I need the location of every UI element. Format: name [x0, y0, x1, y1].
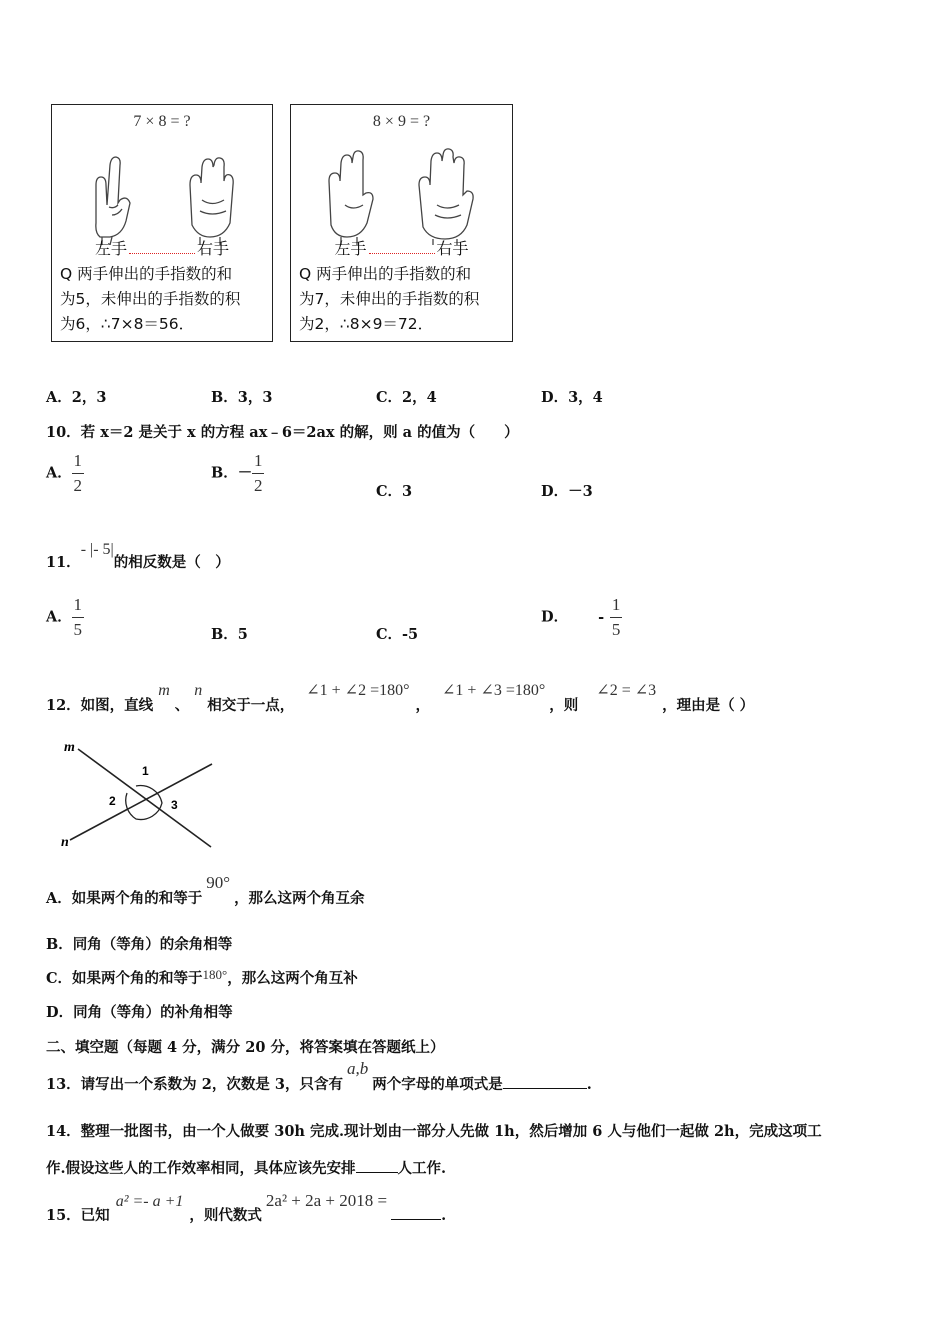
option-label: D．	[541, 608, 569, 626]
separator: ，	[415, 697, 431, 714]
stem-text: 相交于一点，	[207, 697, 295, 714]
answer-blank[interactable]	[503, 1088, 587, 1089]
q11-option-a[interactable]	[46, 596, 84, 639]
q10-option-c[interactable]: C．3	[376, 483, 413, 500]
equation: 7 × 8 = ?	[133, 113, 191, 130]
denominator: 5	[73, 620, 83, 639]
line-n	[70, 764, 212, 840]
option-label: B．	[211, 464, 238, 482]
q9-option-c[interactable]: C．2，4	[376, 389, 437, 406]
answer-blank[interactable]	[356, 1172, 398, 1173]
stem-text: 人工作.	[397, 1160, 447, 1177]
finger-box-right	[290, 104, 513, 342]
desc-line: Q 两手伸出的手指数的和	[60, 265, 233, 283]
equation-1: ∠1 + ∠2 =180°	[306, 682, 410, 699]
fraction-bar	[72, 617, 84, 618]
period: .	[586, 1076, 592, 1093]
fraction-bar	[610, 617, 622, 618]
wavy-underline	[369, 245, 435, 254]
question-number: 11．	[46, 554, 81, 571]
option-text: A．如果两个角的和等于	[46, 890, 203, 907]
abs-expression: - |- 5|	[80, 541, 114, 558]
q10-option-a[interactable]	[46, 452, 84, 495]
option-label: A．	[46, 464, 72, 482]
stem-text: ，则代数式	[189, 1207, 262, 1224]
angle-value: 180°	[202, 967, 228, 982]
fraction	[72, 452, 84, 495]
equation-2: ∠1 + ∠3 =180°	[442, 682, 546, 699]
desc-line: 为7，未伸出的手指数的积	[299, 290, 480, 308]
q12-option-b[interactable]: B．同角（等角）的余角相等	[46, 936, 233, 953]
stem-text: ，则	[549, 697, 579, 714]
q9-option-d[interactable]: D．3，4	[541, 389, 603, 406]
variables: a,b	[346, 1059, 369, 1078]
right-hand-label: 右手	[436, 239, 469, 258]
denominator: 5	[611, 620, 621, 639]
label-angle-2: 2	[109, 794, 116, 808]
desc-line: 为6，∴7×8＝56．	[60, 315, 195, 333]
intersecting-lines-figure	[58, 737, 228, 852]
option-text: ，那么这两个角互补	[227, 970, 358, 987]
fraction	[72, 596, 84, 639]
label-angle-1: 1	[142, 764, 149, 778]
stem-text: 的相反数是（ ）	[113, 554, 230, 571]
period: .	[441, 1207, 447, 1224]
section-heading: 二、填空题（每题 4 分，满分 20 分，将答案填在答题纸上）	[46, 1039, 445, 1056]
q10-stem: 10．若 x＝2 是关于 x 的方程 ax﹣6＝2ax 的解，则 a 的值为（ ）	[46, 424, 519, 441]
numerator: 1	[611, 595, 621, 614]
numerator: 1	[254, 451, 263, 470]
fraction	[610, 596, 622, 639]
hands-illustration	[291, 145, 512, 245]
stem-text: 13．请写出一个系数为 2，次数是 3，只含有	[46, 1076, 343, 1093]
right-hand-label: 右手	[197, 239, 230, 258]
q14-line-2	[46, 1157, 446, 1178]
desc-line: Q 两手伸出的手指数的和	[299, 265, 472, 283]
numerator: 1	[73, 451, 83, 470]
stem-text: ，理由是（ ）	[662, 697, 755, 714]
q10-option-d[interactable]: D．－3	[541, 483, 593, 500]
q11-option-b[interactable]: B．5	[211, 626, 248, 643]
hands-labels	[52, 236, 272, 259]
option-text: C．如果两个角的和等于	[46, 970, 203, 987]
q11-option-d[interactable]	[541, 596, 622, 639]
q12-option-a[interactable]	[46, 872, 365, 907]
denominator: 2	[73, 476, 83, 495]
box-description	[299, 262, 479, 337]
separator: 、	[174, 697, 190, 714]
label-n: n	[61, 835, 69, 850]
expression: 2a² + 2a + 2018 =	[265, 1191, 388, 1210]
desc-line: 为5，未伸出的手指数的积	[60, 290, 241, 308]
finger-box-left	[51, 104, 273, 342]
desc-line: 为2，∴8×9＝72．	[299, 315, 434, 333]
q11-option-c[interactable]: C．-5	[376, 626, 419, 643]
q12-option-d[interactable]: D．同角（等角）的补角相等	[46, 1004, 233, 1021]
option-label: A．	[46, 608, 72, 626]
q9-option-b[interactable]: B．3，3	[211, 389, 273, 406]
q15-stem	[46, 1190, 447, 1224]
angle-arc	[126, 786, 162, 820]
angle-value: 90°	[206, 873, 231, 892]
label-m: m	[64, 740, 75, 755]
stem-text: 15．已知	[46, 1207, 110, 1224]
fraction	[252, 452, 264, 495]
label-angle-3: 3	[171, 798, 178, 812]
stem-text: 作.假设这些人的工作效率相同，具体应该先安排	[46, 1160, 356, 1177]
fraction-bar	[72, 473, 84, 474]
q12-stem	[46, 679, 755, 714]
hands-labels	[291, 236, 512, 259]
box-description	[60, 262, 240, 337]
option-text: ，那么这两个角互余	[234, 890, 365, 907]
given-equation: a² =- a +1	[115, 1193, 184, 1210]
numerator: 1	[73, 595, 83, 614]
line-m: m	[158, 682, 170, 699]
equation: 8 × 9 = ?	[372, 113, 431, 130]
stem-text: 两个字母的单项式是	[372, 1076, 503, 1093]
minus-sign: -	[598, 608, 605, 626]
equation-3: ∠2 = ∠3	[596, 682, 657, 699]
left-hand-label: 左手	[94, 239, 127, 258]
q11-stem	[46, 538, 230, 571]
q14-line-1: 14．整理一批图书，由一个人做要 30h 完成.现计划由一部分人先做 1h，然后增加 6 人与他们一起做 2h，完成这项工	[46, 1123, 822, 1140]
stem-text: 12．如图，直线	[46, 697, 154, 714]
line-n: n	[194, 682, 203, 699]
wavy-underline	[129, 245, 195, 254]
q9-option-a[interactable]: A．2，3	[46, 389, 107, 406]
minus-sign: －	[237, 464, 253, 482]
answer-blank[interactable]	[391, 1219, 441, 1220]
fraction-bar	[252, 473, 264, 474]
q13-stem	[46, 1058, 592, 1093]
q10-option-b[interactable]	[211, 452, 264, 495]
hands-illustration	[52, 145, 272, 245]
q12-option-c[interactable]	[46, 963, 358, 987]
left-hand-label: 左手	[334, 239, 367, 258]
denominator: 2	[254, 476, 263, 495]
